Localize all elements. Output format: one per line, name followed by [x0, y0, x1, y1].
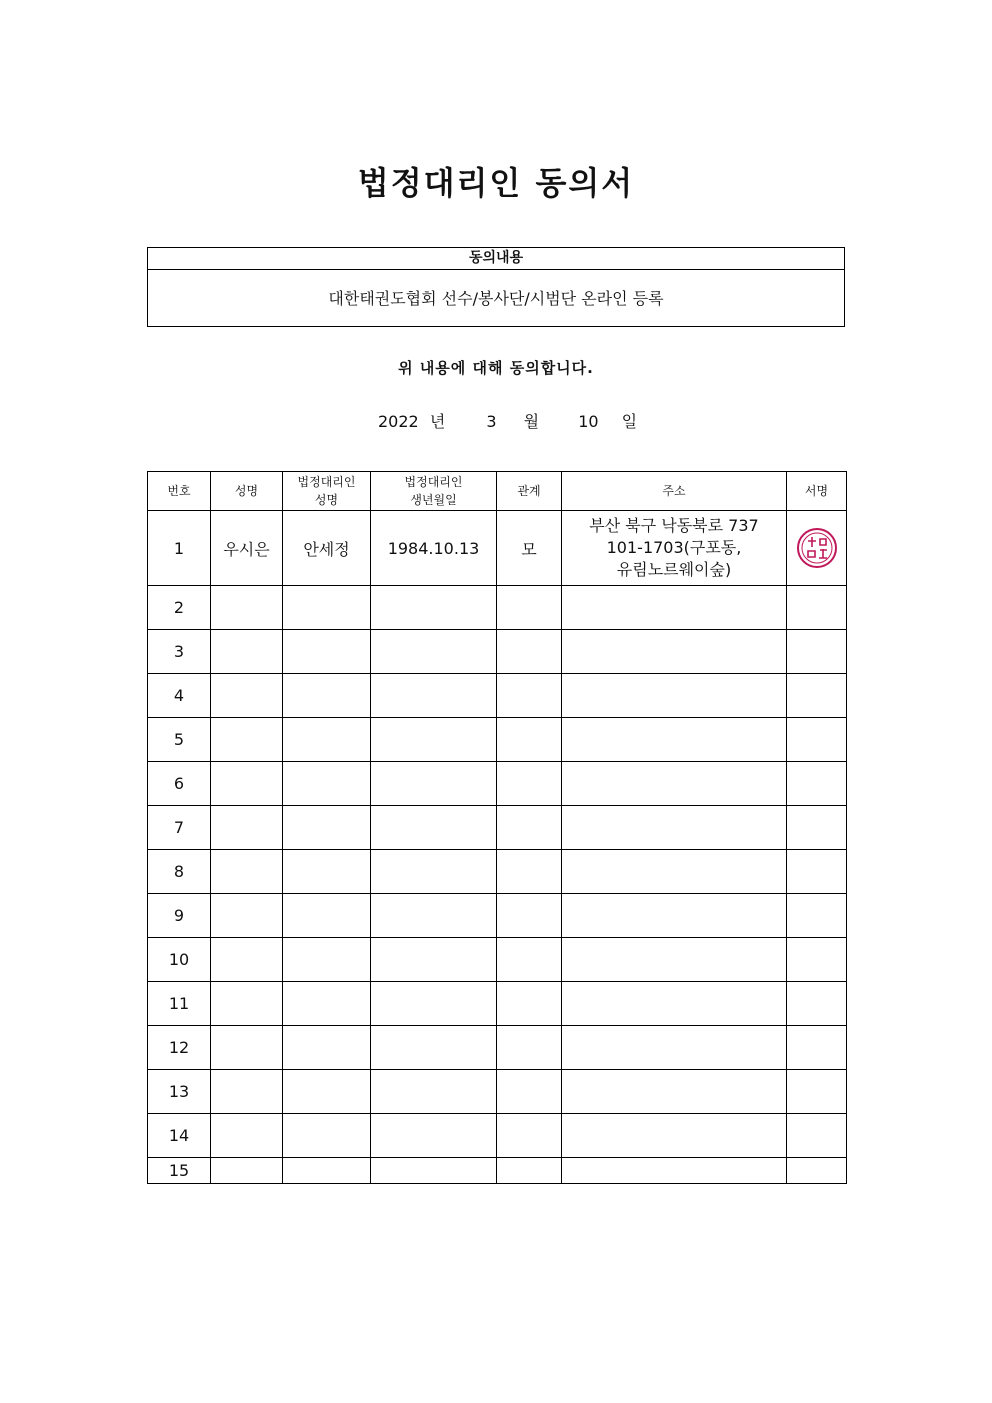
- consent-box: [147, 247, 845, 327]
- empty-cell: [283, 762, 371, 806]
- empty-cell: [497, 1026, 562, 1070]
- table-row: [148, 586, 847, 630]
- table-row: [148, 1026, 847, 1070]
- empty-cell: [497, 762, 562, 806]
- empty-cell: [787, 1114, 847, 1158]
- table-row: [148, 982, 847, 1026]
- document-title: 법정대리인 동의서: [357, 164, 635, 202]
- empty-cell: [371, 894, 497, 938]
- empty-cell: [211, 718, 283, 762]
- empty-cell: [562, 982, 787, 1026]
- empty-cell: [371, 938, 497, 982]
- table-row: [148, 674, 847, 718]
- header-rep-birth-line1: 법정대리인: [404, 475, 463, 489]
- cell-no: 4: [148, 674, 211, 718]
- empty-cell: [497, 1114, 562, 1158]
- cell-no: 12: [148, 1026, 211, 1070]
- empty-cell: [787, 674, 847, 718]
- header-rep-name-line1: 법정대리인: [297, 475, 356, 489]
- address-line1: 부산 북구 낙동북로 737: [589, 516, 759, 535]
- empty-cell: [787, 1026, 847, 1070]
- empty-cell: [787, 762, 847, 806]
- empty-cell: [787, 586, 847, 630]
- cell-no: 10: [148, 938, 211, 982]
- table-row: [148, 1158, 847, 1184]
- table-row: [148, 1070, 847, 1114]
- cell-relation: 모: [497, 511, 562, 586]
- empty-cell: [283, 674, 371, 718]
- empty-cell: [787, 718, 847, 762]
- header-address: 주소: [562, 472, 787, 511]
- empty-cell: [283, 718, 371, 762]
- table-row: [148, 718, 847, 762]
- empty-cell: [497, 894, 562, 938]
- empty-cell: [497, 982, 562, 1026]
- table-row: [148, 938, 847, 982]
- empty-cell: [497, 938, 562, 982]
- empty-cell: [283, 982, 371, 1026]
- empty-cell: [283, 806, 371, 850]
- date-month: 3: [486, 412, 497, 431]
- empty-cell: [562, 1070, 787, 1114]
- empty-cell: [283, 850, 371, 894]
- empty-cell: [787, 1070, 847, 1114]
- empty-cell: [283, 586, 371, 630]
- cell-no: 11: [148, 982, 211, 1026]
- empty-cell: [497, 718, 562, 762]
- empty-cell: [211, 1026, 283, 1070]
- cell-signature: [787, 511, 847, 586]
- empty-cell: [562, 1158, 787, 1184]
- table-row: [148, 1114, 847, 1158]
- empty-cell: [371, 630, 497, 674]
- empty-cell: [371, 674, 497, 718]
- empty-cell: [371, 586, 497, 630]
- empty-cell: [211, 850, 283, 894]
- empty-cell: [497, 1070, 562, 1114]
- empty-cell: [283, 1026, 371, 1070]
- date-day: 10: [578, 412, 599, 431]
- header-rep-name: [283, 472, 371, 511]
- empty-cell: [211, 1158, 283, 1184]
- header-rep-birth: [371, 472, 497, 511]
- address-line2: 101-1703(구포동,: [606, 538, 742, 557]
- empty-cell: [371, 1026, 497, 1070]
- empty-cell: [283, 1114, 371, 1158]
- cell-address: [562, 511, 787, 586]
- header-no: 번호: [148, 472, 211, 511]
- cell-no: 9: [148, 894, 211, 938]
- empty-cell: [562, 850, 787, 894]
- empty-cell: [787, 850, 847, 894]
- empty-cell: [283, 938, 371, 982]
- empty-cell: [787, 806, 847, 850]
- agreement-text: 위 내용에 대해 동의합니다.: [398, 359, 594, 377]
- empty-cell: [787, 894, 847, 938]
- empty-cell: [371, 850, 497, 894]
- date-line: [378, 409, 637, 432]
- cell-no: 8: [148, 850, 211, 894]
- seal-stamp-icon: [796, 527, 838, 569]
- empty-cell: [562, 1114, 787, 1158]
- empty-cell: [211, 762, 283, 806]
- empty-cell: [211, 806, 283, 850]
- address-line3: 유림노르웨이숲): [616, 560, 732, 579]
- header-relation: 관계: [497, 472, 562, 511]
- empty-cell: [562, 718, 787, 762]
- cell-no: 15: [148, 1158, 211, 1184]
- empty-cell: [562, 938, 787, 982]
- empty-cell: [787, 1158, 847, 1184]
- empty-cell: [211, 894, 283, 938]
- empty-cell: [562, 674, 787, 718]
- empty-cell: [283, 1070, 371, 1114]
- date-year: 2022: [378, 412, 419, 431]
- cell-no: 7: [148, 806, 211, 850]
- date-day-unit: 일: [621, 412, 638, 431]
- table-row: [148, 762, 847, 806]
- empty-cell: [211, 1114, 283, 1158]
- header-name: 성명: [211, 472, 283, 511]
- date-year-unit: 년: [429, 412, 446, 431]
- cell-rep-birth: 1984.10.13: [371, 511, 497, 586]
- header-rep-name-line2: 성명: [314, 493, 339, 507]
- empty-cell: [211, 586, 283, 630]
- empty-cell: [562, 586, 787, 630]
- header-signature: 서명: [787, 472, 847, 511]
- empty-cell: [211, 1070, 283, 1114]
- cell-no: 6: [148, 762, 211, 806]
- cell-no: 1: [148, 511, 211, 586]
- roster-table: [147, 471, 847, 1184]
- empty-cell: [371, 982, 497, 1026]
- empty-cell: [371, 762, 497, 806]
- empty-cell: [283, 894, 371, 938]
- empty-cell: [371, 1070, 497, 1114]
- empty-cell: [497, 630, 562, 674]
- empty-cell: [211, 630, 283, 674]
- empty-cell: [562, 630, 787, 674]
- empty-cell: [371, 1158, 497, 1184]
- table-row: [148, 630, 847, 674]
- empty-cell: [497, 674, 562, 718]
- table-row: [148, 850, 847, 894]
- empty-cell: [371, 806, 497, 850]
- cell-no: 2: [148, 586, 211, 630]
- empty-cell: [211, 674, 283, 718]
- cell-no: 14: [148, 1114, 211, 1158]
- empty-cell: [787, 982, 847, 1026]
- consent-header: 동의내용: [148, 248, 844, 270]
- empty-cell: [562, 894, 787, 938]
- cell-no: 3: [148, 630, 211, 674]
- empty-cell: [371, 1114, 497, 1158]
- empty-cell: [497, 850, 562, 894]
- header-rep-birth-line2: 생년월일: [410, 493, 457, 507]
- date-month-unit: 월: [523, 412, 540, 431]
- empty-cell: [787, 630, 847, 674]
- empty-cell: [283, 630, 371, 674]
- cell-name: 우시은: [211, 511, 283, 586]
- empty-cell: [371, 718, 497, 762]
- cell-no: 13: [148, 1070, 211, 1114]
- table-row: [148, 806, 847, 850]
- consent-content: 대한태권도협회 선수/봉사단/시범단 온라인 등록: [328, 289, 664, 308]
- empty-cell: [283, 1158, 371, 1184]
- empty-cell: [562, 1026, 787, 1070]
- cell-no: 5: [148, 718, 211, 762]
- cell-rep-name: 안세정: [283, 511, 371, 586]
- empty-cell: [562, 806, 787, 850]
- empty-cell: [211, 982, 283, 1026]
- table-row: [148, 511, 847, 586]
- empty-cell: [497, 586, 562, 630]
- empty-cell: [211, 938, 283, 982]
- empty-cell: [787, 938, 847, 982]
- empty-cell: [497, 1158, 562, 1184]
- empty-cell: [562, 762, 787, 806]
- table-row: [148, 894, 847, 938]
- table-header-row: [148, 472, 847, 511]
- empty-cell: [497, 806, 562, 850]
